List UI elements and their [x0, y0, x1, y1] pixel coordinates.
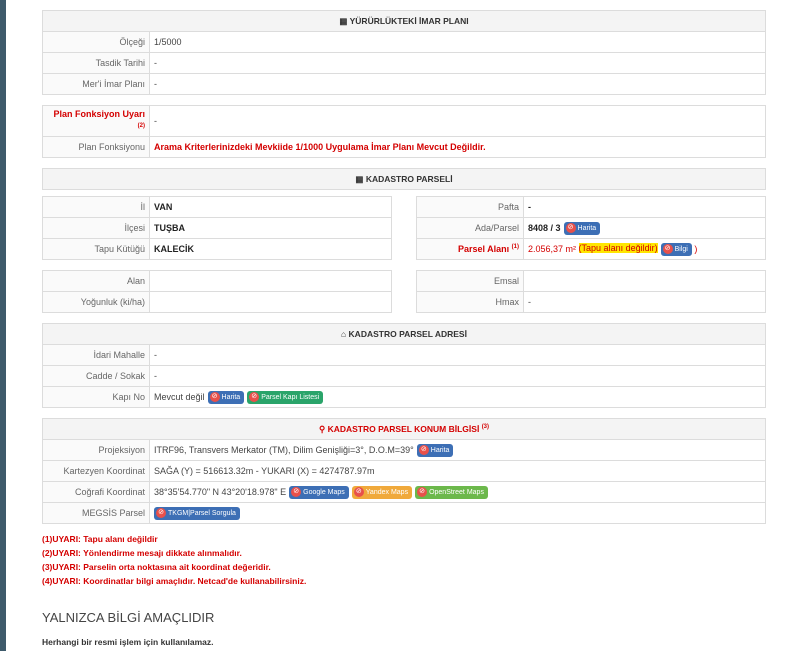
tapu-label: Tapu Kütüğü — [43, 239, 150, 260]
tasdik-label: Tasdik Tarihi — [43, 53, 150, 74]
globe-icon: ⊘ — [417, 487, 427, 497]
globe-icon: ⊘ — [354, 487, 364, 497]
olcek-value: 1/5000 — [150, 32, 766, 53]
il-label: İl — [43, 197, 150, 218]
kapi-listesi-button[interactable]: ⊘ Parsel Kapı Listesi — [247, 391, 323, 404]
warning-3: (3)UYARI: Parselin orta noktasına ait koordinat değeridir. — [42, 562, 271, 572]
plan-func-label: Plan Fonksiyonu — [43, 137, 150, 158]
content-area — [42, 10, 766, 647]
alan-value — [150, 271, 392, 292]
globe-icon: ⊘ — [419, 445, 429, 455]
ada-label: Ada/Parsel — [417, 218, 524, 239]
parsel-alani-cell: 2.056,37 m² (Tapu alanı değildir) ⊘ Bilgi ) — [524, 239, 766, 260]
kadastro-left — [42, 196, 392, 260]
mahalle-value: - — [150, 345, 766, 366]
plan-func-value: Arama Kriterlerinizdeki Mevkiide 1/1000 Uygulama İmar Planı Mevcut Değildir. — [150, 137, 766, 158]
bilgi-button[interactable]: ⊘ Bilgi — [661, 243, 692, 256]
kapi-cell — [150, 387, 766, 408]
imar-plan-table — [42, 10, 766, 95]
megsis-cell — [150, 503, 766, 524]
projeksiyon-value: ITRF96, Transvers Merkator (TM), Dilim Genişliği=3°, D.O.M=39° — [154, 444, 414, 455]
hmax-value: - — [524, 292, 766, 313]
alan-label: Alan — [43, 271, 150, 292]
sidebar-strip — [0, 0, 6, 651]
globe-icon: ⊘ — [210, 392, 220, 402]
adres-header: ⌂ KADASTRO PARSEL ADRESİ — [43, 324, 766, 345]
konum-header: ⚲ KADASTRO PARSEL KONUM BİLGİSİ $^{(3)}$ — [43, 419, 766, 440]
plan-function-table — [42, 105, 766, 158]
info-only-subtitle: Herhangi bir resmi işlem için kullanılamaz. — [42, 637, 214, 647]
grid-icon: ▦ — [355, 173, 366, 184]
warning-1: (1)UYARI: Tapu alanı değildir — [42, 534, 158, 544]
megsis-button[interactable]: ⊘ TKGM|Parsel Sorgula — [154, 507, 240, 520]
cadde-label: Cadde / Sokak — [43, 366, 150, 387]
emsal-value — [524, 271, 766, 292]
home-icon: ⌂ — [341, 329, 349, 339]
megsis-label: MEGSİS Parsel — [43, 503, 150, 524]
kadastro-header-table — [42, 168, 766, 190]
info-only-title: YALNIZCA BİLGİ AMAÇLIDIR — [42, 610, 215, 625]
parsel-alani-value: 2.056,37 m² — [528, 243, 577, 254]
cadde-value: - — [150, 366, 766, 387]
kadastro-right-2 — [416, 270, 766, 313]
kadastro-header: ▦ KADASTRO PARSELİ — [43, 169, 766, 190]
projeksiyon-label: Projeksiyon — [43, 440, 150, 461]
google-maps-button[interactable]: ⊘ Google Maps — [289, 486, 349, 499]
globe-icon: ⊘ — [156, 508, 166, 518]
ada-value: 8408 / 3 — [528, 222, 561, 233]
adres-table — [42, 323, 766, 408]
konum-table — [42, 418, 766, 524]
warnings-list — [42, 532, 766, 588]
globe-icon: ⊘ — [566, 223, 576, 233]
pafta-label: Pafta — [417, 197, 524, 218]
table-icon: ▦ — [339, 15, 350, 26]
info-icon: ⊘ — [663, 244, 673, 254]
imar-plan-header: ▦ YÜRÜRLÜKTEKİ İMAR PLANI — [43, 11, 766, 32]
cografi-cell — [150, 482, 766, 503]
ilce-value: TUŞBA — [150, 218, 392, 239]
cografi-label: Coğrafi Koordinat — [43, 482, 150, 503]
yandex-maps-button[interactable]: ⊘ Yandex Maps — [352, 486, 412, 499]
proj-harita-button[interactable]: ⊘ Harita — [417, 444, 454, 457]
olcek-label: Ölçeği — [43, 32, 150, 53]
plan-func-warning-value: - — [150, 106, 766, 137]
mahalle-label: İdari Mahalle — [43, 345, 150, 366]
emsal-label: Emsal — [417, 271, 524, 292]
kapi-harita-button[interactable]: ⊘ Harita — [208, 391, 245, 404]
globe-icon: ⊘ — [291, 487, 301, 497]
projeksiyon-cell — [150, 440, 766, 461]
kadastro-left-2 — [42, 270, 392, 313]
osm-button[interactable]: ⊘ OpenStreet Maps — [415, 486, 488, 499]
meri-label: Mer'i İmar Planı — [43, 74, 150, 95]
ilce-label: İlçesi — [43, 218, 150, 239]
warning-2: (2)UYARI: Yönlendirme mesajı dikkate alınmalıdır. — [42, 548, 242, 558]
tapu-note: (Tapu alanı değildir) — [578, 243, 658, 254]
kadastro-right — [416, 196, 766, 260]
meri-value: - — [150, 74, 766, 95]
tasdik-value: - — [150, 53, 766, 74]
cografi-value: 38°35'54.770" N 43°20'18.978" E — [154, 486, 287, 497]
ada-value-cell — [524, 218, 766, 239]
pafta-value: - — [524, 197, 766, 218]
parsel-alani-label: Parsel Alanı $^{(1)}$ — [417, 239, 524, 260]
il-value: VAN — [150, 197, 392, 218]
map-marker-icon: ⚲ — [318, 423, 328, 434]
plan-func-warning-label: Plan Fonksiyon Uyarı $^{(2)}$ — [43, 106, 150, 137]
warning-4: (4)UYARI: Koordinatlar bilgi amaçlıdır. Netcad'de kullanabilirsiniz. — [42, 576, 307, 586]
kartezyen-label: Kartezyen Koordinat — [43, 461, 150, 482]
yogunluk-value — [150, 292, 392, 313]
kartezyen-value: SAĞA (Y) = 516613.32m - YUKARI (X) = 4274787.97m — [150, 461, 766, 482]
kapi-label: Kapı No — [43, 387, 150, 408]
ada-harita-button[interactable]: ⊘ Harita — [564, 222, 601, 235]
list-icon: ⊘ — [249, 392, 259, 402]
kapi-value: Mevcut değil — [154, 391, 205, 402]
tapu-value: KALECİK — [150, 239, 392, 260]
hmax-label: Hmax — [417, 292, 524, 313]
yogunluk-label: Yoğunluk (ki/ha) — [43, 292, 150, 313]
